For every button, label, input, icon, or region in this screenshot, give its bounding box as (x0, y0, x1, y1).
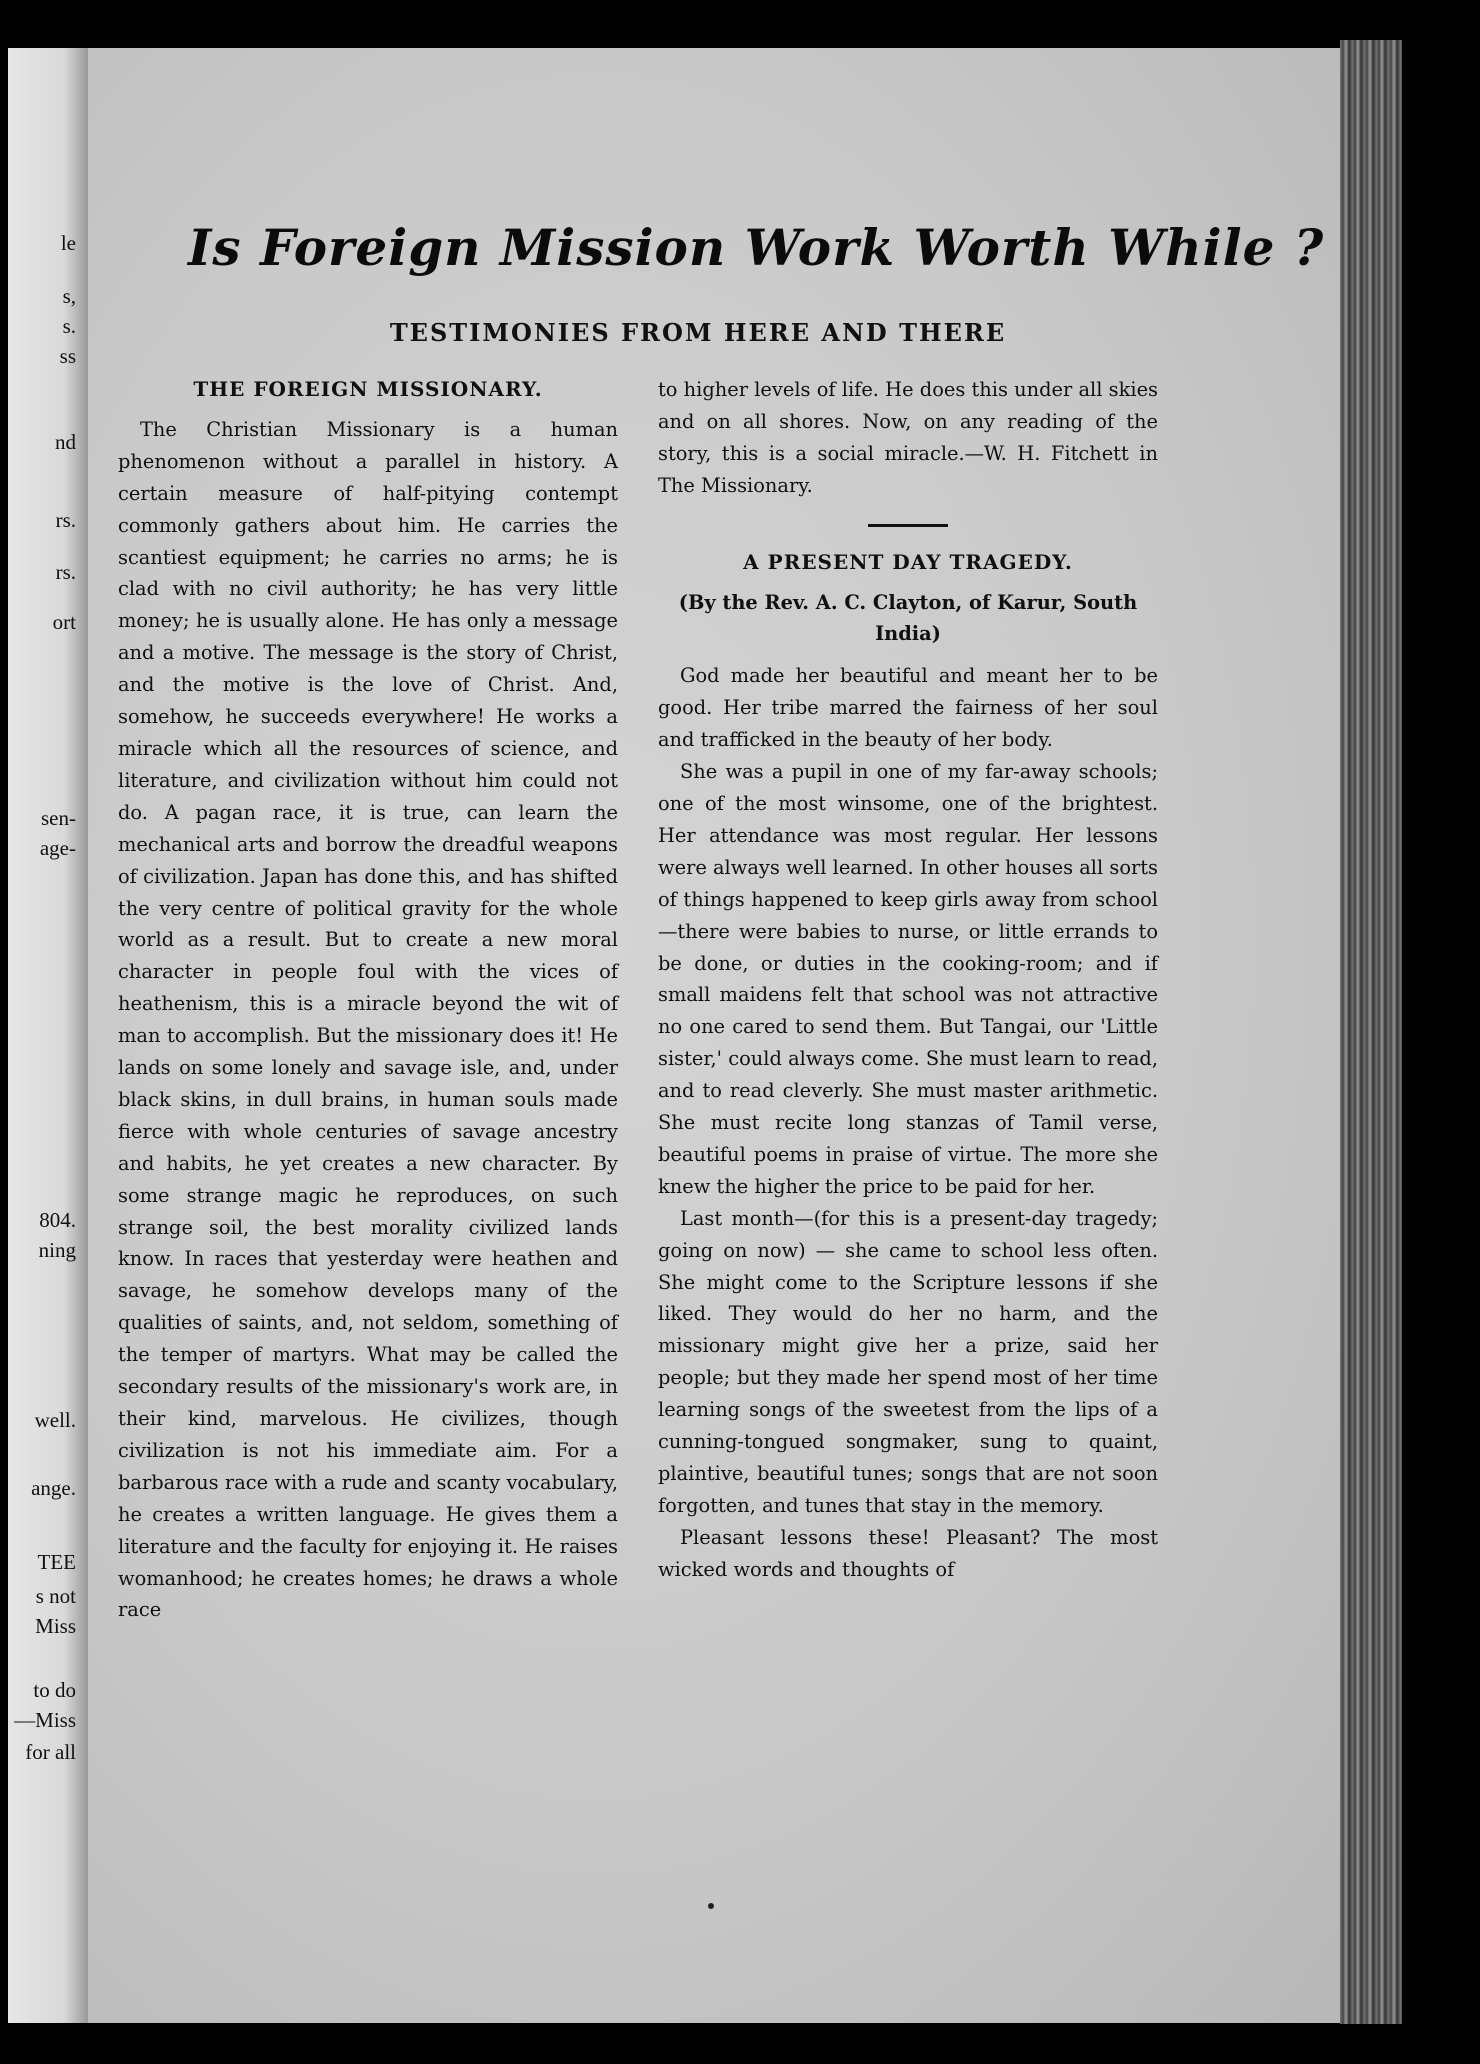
section-heading-foreign-missionary: THE FOREIGN MISSIONARY. (193, 377, 543, 401)
margin-fragment: ange. (31, 1476, 76, 1500)
right-column (658, 374, 1158, 1586)
scan-top-border (0, 0, 1480, 48)
margin-fragment: to do (33, 1678, 76, 1702)
margin-fragment: nd (55, 430, 76, 454)
section-heading-tragedy: A PRESENT DAY TRAGEDY. (743, 549, 1073, 574)
margin-fragment: Miss (35, 1614, 76, 1638)
paragraph-tragedy-1: God made her beautiful and meant her to be good. Her tribe marred the fairness of her soul and trafficked in the beauty of her body. (658, 664, 1158, 752)
article-title: Is Foreign Mission Work Worth While ? (188, 218, 1325, 277)
margin-fragment: for all (25, 1740, 76, 1764)
byline: (By the Rev. A. C. Clayton, of Karur, South India) (678, 590, 1138, 646)
scan-right-border (1402, 0, 1480, 2064)
paragraph-tragedy-3: Last month—(for this is a present-day tragedy; going on now) — she came to school less often. She might come to the Scripture lessons if she liked. They would do her no harm, and the missionary might give her a prize, said her people; but they made her spend most of her time learning songs of the sweetest from the lips of a cunning-tongued songmaker, sung to quaint, plaintive, beautiful tunes; songs that are not soon forgotten, and tunes that stay in the memory. (658, 1206, 1158, 1517)
margin-fragment: le (60, 231, 76, 255)
ink-speck (708, 1903, 714, 1909)
book-page-edges (1340, 40, 1410, 2030)
paragraph-foreign-missionary: The Christian Missionary is a human phenomenon without a parallel in history. A certain measure of half-pitying contempt commonly gathers about him. He carries the scantiest equipment; he carries no arms; he is clad with no civil authority; he has very little money; he is usually alone. He has only a message and a motive. The message is the story of Christ, and the motive is the love of Christ. And, somehow, he succeeds everywhere! He works a miracle which all the resources of science, and literature, and civilization without him could not do. A pagan race, it is true, can learn the mechanical arts and borrow the dreadful weapons of civilization. Japan has done this, and has shifted the very centre of political gravity for the whole world as a result. But to create a new moral character in people foul with the vices of heathenism, this is a miracle beyond the wit of man to accomplish. But the missionary does it! He lands on some lonely and savage isle, and, under black skins, in dull brains, in human souls made fierce with whole centuries of savage ancestry and habits, he yet creates a new character. By some strange magic he reproduces, on such strange soil, the best morality civilized lands know. In races that yesterday were heathen and savage, he somehow develops many of the qualities of saints, and, not seldom, something of the temper of martyrs. What may be called the secondary results of the missionary's work are, in their kind, marvelous. He civilizes, though civilization is not his immediate aim. For a barbarous race with a rude and scanty vocabulary, he creates a written language. He gives them a literature and the faculty for enjoying it. He raises womanhood; he creates homes; he draws a whole race (118, 417, 618, 1622)
margin-fragment: s. (62, 314, 76, 338)
margin-fragment: age- (39, 836, 76, 860)
paragraph-continuation: to higher levels of life. He does this under all skies and on all shores. Now, on any reading of the story, this is a social miracle.—W. H. Fitchett in The Missionary. (658, 378, 1158, 497)
margin-fragment: ss (59, 344, 76, 368)
adjacent-page-sliver (8, 48, 88, 2023)
margin-fragment: s not (35, 1584, 76, 1608)
margin-fragment: sen- (41, 806, 76, 830)
margin-fragment: s, (62, 284, 76, 308)
left-column (118, 374, 618, 1626)
section-divider (868, 524, 948, 527)
scan-bottom-border (0, 2024, 1480, 2064)
margin-fragment: ort (52, 610, 76, 634)
article-subtitle: TESTIMONIES FROM HERE AND THERE (389, 318, 1007, 347)
margin-fragment: —Miss (14, 1708, 76, 1732)
magazine-page (88, 48, 1358, 2023)
margin-fragment: well. (34, 1408, 76, 1432)
margin-fragment: rs. (55, 560, 76, 584)
paragraph-tragedy-4: Pleasant lessons these! Pleasant? The most wicked words and thoughts of (658, 1525, 1158, 1581)
margin-fragment: ning (38, 1238, 76, 1262)
margin-fragment: rs. (55, 508, 76, 532)
margin-fragment: 804. (39, 1208, 76, 1232)
paragraph-tragedy-2: She was a pupil in one of my far-away schools; one of the most winsome, one of the brightest. Her attendance was most regular. Her lessons were always well learned. In other houses all sorts of things happened to keep girls away from school—there were babies to nurse, or little errands to be done, or duties in the cooking-room; and if small maidens felt that school was not attractive no one cared to send them. But Tangai, our 'Little sister,' could always come. She must learn to read, and to read cleverly. She must master arithmetic. She must recite long stanzas of Tamil verse, beautiful poems in praise of virtue. The more she knew the higher the price to be paid for her. (658, 760, 1158, 1198)
margin-fragment: TEE (37, 1550, 76, 1574)
